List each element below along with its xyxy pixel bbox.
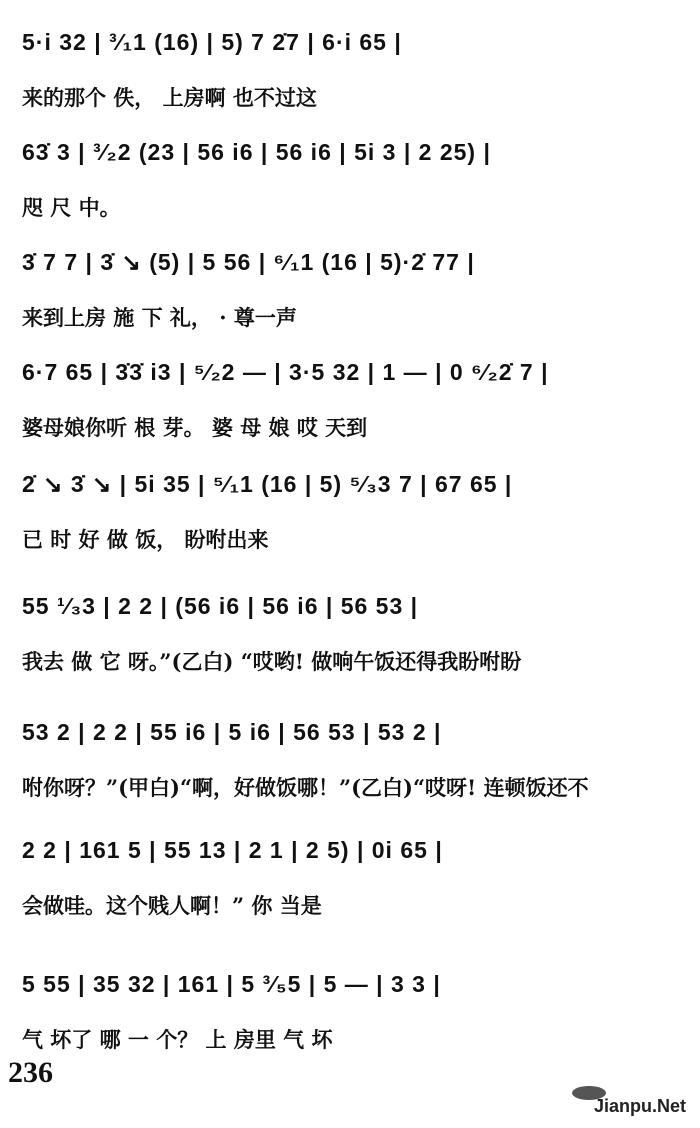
- notation-row: 5 55 | 35 32 | 161 | 5 ³⁄₅5 | 5 — | 3 3 |: [22, 970, 441, 997]
- lyrics-row: 来的那个 佚， 上房啊 也不过这: [22, 85, 317, 110]
- notation-row: 3̇ 7 7 | 3̇ ↘ (5) | 5 56 | ⁶⁄₁1 (16 | 5)·2̇ 77 |: [22, 248, 475, 275]
- lyrics-row: 已 时 好 做 饭， 盼咐出来: [22, 527, 269, 552]
- notation-row: 55 ¹⁄₃3 | 2 2 | (56 i6 | 56 i6 | 56 53 |: [22, 592, 419, 619]
- lyrics-row: 会做哇。这个贱人啊！” 你 当是: [22, 893, 322, 918]
- lyrics-row: 婆母娘你听 根 芽。 婆 母 娘 哎 天到: [22, 415, 368, 440]
- watermark: Jianpu.Net: [593, 1096, 686, 1116]
- lyrics-row: 咐你呀？”(甲白)“啊，好做饭哪！”(乙白)“哎呀! 连顿饭还不: [22, 775, 589, 800]
- notation-row: 2 2 | 161 5 | 55 13 | 2 1 | 2 5) | 0i 65 |: [22, 836, 443, 863]
- lyrics-row: 气 坏了 哪 一 个？ 上 房里 气 坏: [22, 1027, 333, 1052]
- notation-row: 63̇ 3 | ³⁄₂2 (23 | 56 i6 | 56 i6 | 5i 3 | 2 25) |: [22, 138, 491, 165]
- notation-row: 5·i 32 | ³⁄₁1 (16) | 5) 7 2̇7 | 6·i 65 |: [22, 28, 402, 55]
- lyrics-row: 来到上房 施 下 礼， · 尊一声: [22, 305, 297, 330]
- lyrics-row: 咫 尺 中。: [22, 195, 121, 220]
- lyrics-row: 我去 做 它 呀。”(乙白) “哎哟! 做响午饭还得我盼咐盼: [22, 649, 522, 674]
- notation-row: 53 2 | 2 2 | 55 i6 | 5 i6 | 56 53 | 53 2 |: [22, 718, 442, 745]
- page-number: 236: [8, 1056, 53, 1089]
- notation-row: 6·7 65 | 3̇3̇ i3 | ⁵⁄₂2 — | 3·5 32 | 1 — | 0 ⁶⁄₂2̇ 7 |: [22, 358, 549, 385]
- notation-row: 2̇ ↘ 3̇ ↘ | 5i 35 | ⁵⁄₁1 (16 | 5) ⁵⁄₃3 7 | 67 65 |: [22, 470, 513, 497]
